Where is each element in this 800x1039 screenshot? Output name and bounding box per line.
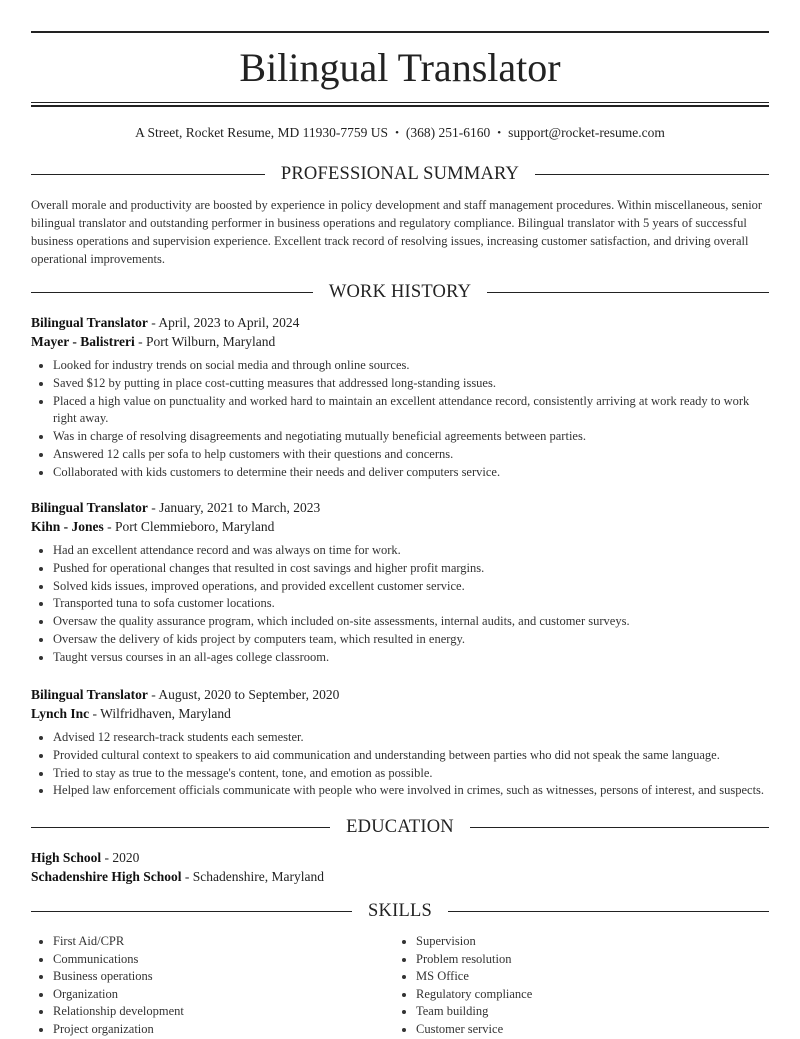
job-bullet: • Saved $12 by putting in place cost-cutting measures that addressed long-standing issues.	[53, 375, 769, 393]
job-company-line	[31, 704, 769, 723]
section-heading-work-history	[31, 280, 769, 304]
education-location: - Schadenshire, Maryland	[181, 869, 325, 884]
skill-item: • Customer service	[416, 1021, 757, 1039]
job-bullets	[31, 542, 769, 667]
job-bullet: • Tried to stay as true to the message's content, tone, and emotion as possible.	[53, 765, 769, 783]
job-bullet: • Advised 12 research-track students each semester.	[53, 729, 769, 747]
education-year: - 2020	[101, 850, 140, 865]
job-bullet: • Taught versus courses in an all-ages college classroom.	[53, 649, 769, 667]
skill-item: • Relationship development	[53, 1003, 394, 1021]
contact-line	[0, 123, 800, 143]
skill-item: • Team building	[416, 1003, 757, 1021]
section-title: PROFESSIONAL SUMMARY	[280, 163, 520, 184]
contact-email: support@rocket-resume.com	[508, 125, 665, 140]
job-bullets	[31, 729, 769, 800]
skill-item: • Organization	[53, 986, 394, 1004]
skills-column-left	[31, 933, 394, 1039]
job-company: Mayer - Balistreri	[31, 334, 135, 349]
contact-separator: •	[395, 127, 399, 139]
job-title-line	[31, 685, 769, 704]
section-heading-summary	[31, 162, 769, 186]
job-dates: - August, 2020 to September, 2020	[147, 687, 340, 702]
job-title: Bilingual Translator	[31, 687, 148, 702]
section-title: SKILLS	[368, 900, 432, 921]
section-heading-skills	[31, 899, 769, 923]
section-heading-education	[31, 815, 769, 839]
top-rule	[31, 31, 769, 33]
job-bullet: • Pushed for operational changes that resulted in cost savings and higher profit margins.	[53, 560, 769, 578]
heading-rule	[470, 827, 769, 828]
job-location: - Port Clemmieboro, Maryland	[103, 519, 275, 534]
job-title: Bilingual Translator	[31, 315, 148, 330]
resume-name: Bilingual Translator	[239, 45, 561, 90]
skill-item: • MS Office	[416, 968, 757, 986]
job-entry	[31, 313, 769, 482]
section-title: WORK HISTORY	[328, 281, 472, 302]
job-company-line	[31, 332, 769, 351]
heading-rule	[448, 911, 769, 912]
job-bullets	[31, 357, 769, 482]
job-entry	[31, 498, 769, 667]
education-degree-line	[31, 848, 769, 867]
job-bullet: • Looked for industry trends on social media and through online sources.	[53, 357, 769, 375]
job-bullet: • Transported tuna to sofa customer locations.	[53, 595, 769, 613]
contact-separator: •	[497, 127, 502, 139]
job-bullet: • Oversaw the delivery of kids project by computers team, which resulted in energy.	[53, 631, 769, 649]
job-dates: - April, 2023 to April, 2024	[147, 315, 300, 330]
heading-rule	[31, 911, 352, 912]
job-company: Lynch Inc	[31, 706, 90, 721]
job-location: - Wilfridhaven, Maryland	[89, 706, 231, 721]
job-dates: - January, 2021 to March, 2023	[147, 500, 321, 515]
skill-item: • First Aid/CPR	[53, 933, 394, 951]
job-location: - Port Wilburn, Maryland	[134, 334, 276, 349]
education-school: Schadenshire High School	[31, 869, 182, 884]
skill-item: • Business operations	[53, 968, 394, 986]
name-double-rule-lower	[31, 105, 769, 107]
job-bullet: • Provided cultural context to speakers to aid communication and understanding between parties who did not speak the same language.	[53, 747, 769, 765]
job-title-line	[31, 498, 769, 517]
heading-rule	[535, 174, 769, 175]
job-bullet: • Helped law enforcement officials communicate with people who were involved in crimes, such as witnesses, persons of interest, and suspects.	[53, 782, 769, 800]
contact-address: A Street, Rocket Resume, MD 11930-7759 US	[135, 125, 389, 140]
job-bullet: • Answered 12 calls per sofa to help customers with their questions and concerns.	[53, 446, 769, 464]
skill-item: • Supervision	[416, 933, 757, 951]
job-company: Kihn - Jones	[31, 519, 104, 534]
heading-rule	[31, 827, 330, 828]
section-title: EDUCATION	[346, 816, 454, 837]
skills-list	[31, 933, 769, 1039]
skill-item: • Project organization	[53, 1021, 394, 1039]
education-entry	[31, 848, 769, 886]
job-title-line	[31, 313, 769, 332]
job-bullet: • Had an excellent attendance record and was always on time for work.	[53, 542, 769, 560]
job-bullet: • Solved kids issues, improved operations, and provided excellent customer service.	[53, 578, 769, 596]
heading-rule	[31, 292, 313, 293]
education-school-line	[31, 867, 769, 886]
summary-text: Overall morale and productivity are boosted by experience in policy development and staff management procedures. Within miscellaneous, senior bilingual translator and outstanding performer in business operations and regulatory compliance. Bilingual translator with 5 years of successful business operations and supervision experience. Excellent track record of resolving issues, increasing customer satisfaction, and driving overall operational improvements.	[31, 198, 763, 266]
job-company-line	[31, 517, 769, 536]
job-bullet: • Oversaw the quality assurance program, which included on-site assessments, internal audits, and customer surveys.	[53, 613, 769, 631]
skill-item: • Regulatory compliance	[416, 986, 757, 1004]
contact-phone: (368) 251-6160	[405, 125, 491, 140]
job-bullet: • Placed a high value on punctuality and worked hard to maintain an excellent attendance record, consistently arriving at work ready to work right away.	[53, 393, 769, 429]
heading-rule	[31, 174, 265, 175]
name-double-rule-upper	[31, 102, 769, 103]
skills-column-right	[394, 933, 757, 1039]
education-degree: High School	[31, 850, 102, 865]
heading-rule	[487, 292, 769, 293]
job-bullet: • Collaborated with kids customers to determine their needs and deliver computers service.	[53, 464, 769, 482]
skill-item: • Communications	[53, 951, 394, 969]
job-entry	[31, 685, 769, 800]
job-title: Bilingual Translator	[31, 500, 148, 515]
job-bullet: • Was in charge of resolving disagreements and negotiating mutually beneficial agreements between parties.	[53, 428, 769, 446]
skill-item: • Problem resolution	[416, 951, 757, 969]
